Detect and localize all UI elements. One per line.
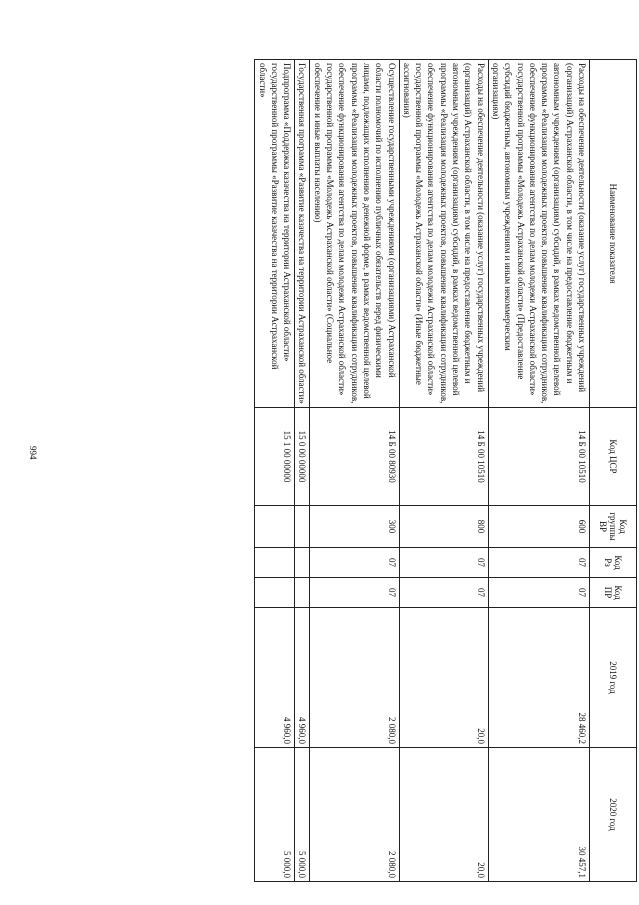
row-pr: [255, 578, 295, 608]
row-csr: 14 Б 00 10510: [488, 408, 589, 506]
row-rz: [255, 548, 295, 578]
row-2020: 5 000,0: [255, 748, 295, 882]
row-2020: 2 080,0: [310, 748, 399, 882]
row-name: Государственная программа «Развитие казачества на территории Астраханской области»: [295, 60, 310, 408]
row-csr: 15 0 00 00000: [295, 408, 310, 506]
row-rz: [295, 548, 310, 578]
budget-table-container: [107, 59, 637, 881]
header-csr: Код ЦСР: [590, 408, 637, 506]
table-row: [399, 60, 488, 882]
row-pr: 07: [399, 578, 488, 608]
row-name: Расходы на обеспечение деятельности (оказание услуг) государственных учреждений (организаций) Астраханской области, в том числе на предоставление бюджетным и автономным учреждениям (организациям) субсидий, в рамках ведомственной целевой программы «Реализация молодежных проектов, повышение квалификации сотрудников, обеспечение функционирования агентства по делам молодежи Астраханской области» государственной программы «Молодежь Астраханской области» (Предоставление субсидий бюджетным, автономным учреждениям и иным некоммерческим организациям): [488, 60, 589, 408]
row-pr: 07: [488, 578, 589, 608]
row-vr: 800: [399, 506, 488, 548]
row-2020: 30 457,1: [488, 748, 589, 882]
row-vr: 600: [488, 506, 589, 548]
row-2020: 5 000,0: [295, 748, 310, 882]
row-2019: 2 080,0: [310, 608, 399, 748]
row-2020: 20,0: [399, 748, 488, 882]
row-csr: 15 1 00 00000: [255, 408, 295, 506]
row-name: Расходы на обеспечение деятельности (оказание услуг) государственных учреждений (организаций) Астраханской области, в том числе на предоставление бюджетным и автономным учреждениям (организациям) субсидий, в рамках ведомственной целевой программы «Реализация молодежных проектов, повышение квалификации сотрудников, обеспечение функционирования агентства по делам молодежи Астраханской области» государственной программы «Молодежь Астраханской области» (Иные бюджетные ассигнования): [399, 60, 488, 408]
row-2019: 4 960,0: [295, 608, 310, 748]
row-vr: 300: [310, 506, 399, 548]
row-2019: 4 960,0: [255, 608, 295, 748]
row-name: Осуществление государственными учреждениями (организациями) Астраханской области полномочий по исполнению публичных обязательств перед физическими лицами, подлежащих исполнению в денежной форме, в рамках ведомственной целевой программы «Реализация молодежных проектов, повышение квалификации сотрудников, обеспечение функционирования агентства по делам молодежи Астраханской области» государственной программы «Молодежь Астраханской области» (Социальное обеспечение и иные выплаты населению): [310, 60, 399, 408]
table-row: [255, 60, 295, 882]
row-rz: 07: [488, 548, 589, 578]
page-number: 994: [28, 446, 38, 460]
header-2020: 2020 год: [590, 748, 637, 882]
table-header-row: [590, 60, 637, 882]
row-2019: 28 460,2: [488, 608, 589, 748]
row-vr: [255, 506, 295, 548]
row-2019: 20,0: [399, 608, 488, 748]
header-pr: Код ПР: [590, 578, 637, 608]
table-row: [488, 60, 589, 882]
row-pr: 07: [310, 578, 399, 608]
header-vr: Код группы ВР: [590, 506, 637, 548]
row-pr: [295, 578, 310, 608]
row-name: Подпрограмма «Поддержка казачества на территории Астраханской области» государственной программы «Развитие казачества на территории Астраханской области»: [255, 60, 295, 408]
row-csr: 14 Б 00 10510: [399, 408, 488, 506]
table-row: [310, 60, 399, 882]
row-rz: 07: [310, 548, 399, 578]
table-row: [295, 60, 310, 882]
header-rz: Код Рз: [590, 548, 637, 578]
header-2019: 2019 год: [590, 608, 637, 748]
row-vr: [295, 506, 310, 548]
row-csr: 14 Б 00 80930: [310, 408, 399, 506]
header-name: Наименование показателя: [590, 60, 637, 408]
row-rz: 07: [399, 548, 488, 578]
budget-table: [254, 59, 637, 882]
